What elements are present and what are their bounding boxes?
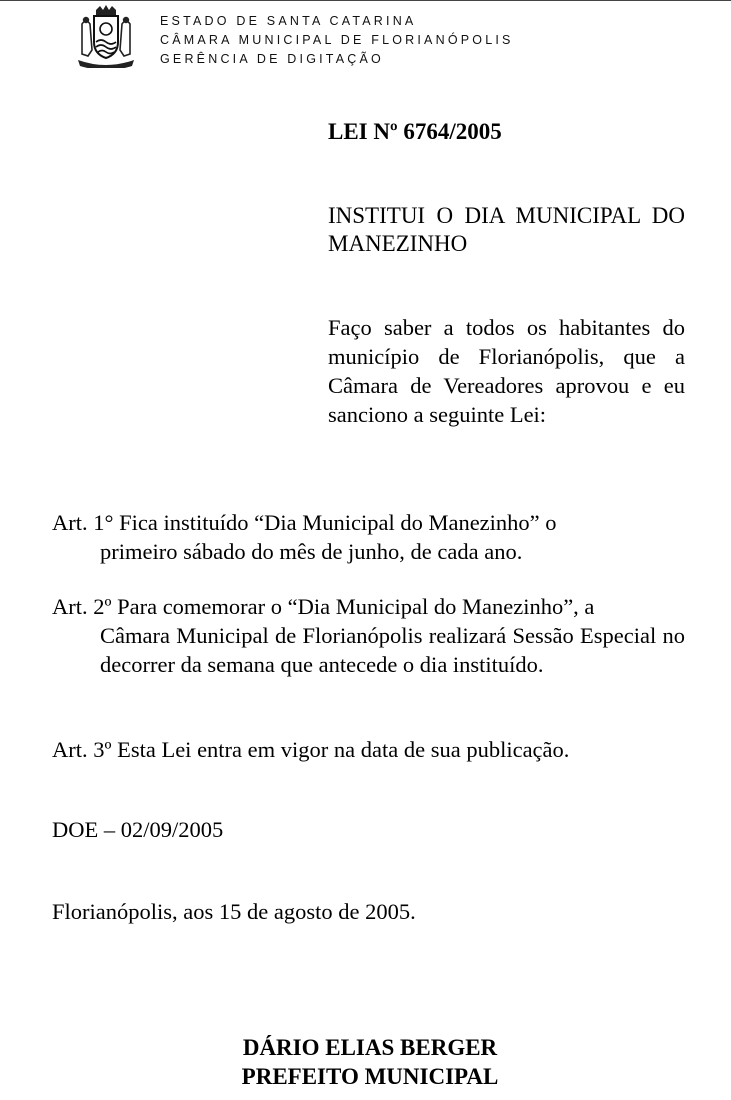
signatory-role: PREFEITO MUNICIPAL [241, 1064, 499, 1089]
law-title: LEI Nº 6764/2005 [328, 119, 502, 144]
letterhead-chamber: CÂMARA MUNICIPAL DE FLORIANÓPOLIS [160, 33, 514, 47]
article-1-continuation: primeiro sábado do mês de junho, de cada ano. [100, 539, 523, 564]
article-1-first-line: Art. 1° Fica instituído “Dia Municipal do Manezinho” o [52, 510, 557, 535]
letterhead-state: ESTADO DE SANTA CATARINA [160, 14, 417, 28]
publication-date: DOE – 02/09/2005 [52, 817, 224, 842]
article-2-continuation: Câmara Municipal de Florianópolis realizará Sessão Especial no decorrer da semana que antecede o dia instituído. [100, 623, 685, 677]
municipal-coat-of-arms-icon [74, 4, 138, 68]
top-rule [0, 0, 731, 1]
law-intro: Faço saber a todos os habitantes do município de Florianópolis, que a Câmara de Vereadores aprovou e eu sanciono a seguinte Lei: [328, 315, 685, 427]
article-3-text: Art. 3º Esta Lei entra em vigor na data de sua publicação. [52, 737, 570, 762]
letterhead-department: GERÊNCIA DE DIGITAÇÃO [160, 52, 384, 66]
place-and-date: Florianópolis, aos 15 de agosto de 2005. [52, 899, 416, 924]
letterhead [160, 12, 514, 69]
article-2 [52, 592, 685, 679]
article-2-first-line: Art. 2º Para comemorar o “Dia Municipal do Manezinho”, a [52, 594, 595, 619]
law-ementa: INSTITUI O DIA MUNICIPAL DO MANEZINHO [328, 203, 685, 256]
article-1 [52, 508, 685, 566]
signature-block [0, 1033, 731, 1091]
signatory-name: DÁRIO ELIAS BERGER [242, 1035, 498, 1060]
article-3 [52, 735, 685, 764]
